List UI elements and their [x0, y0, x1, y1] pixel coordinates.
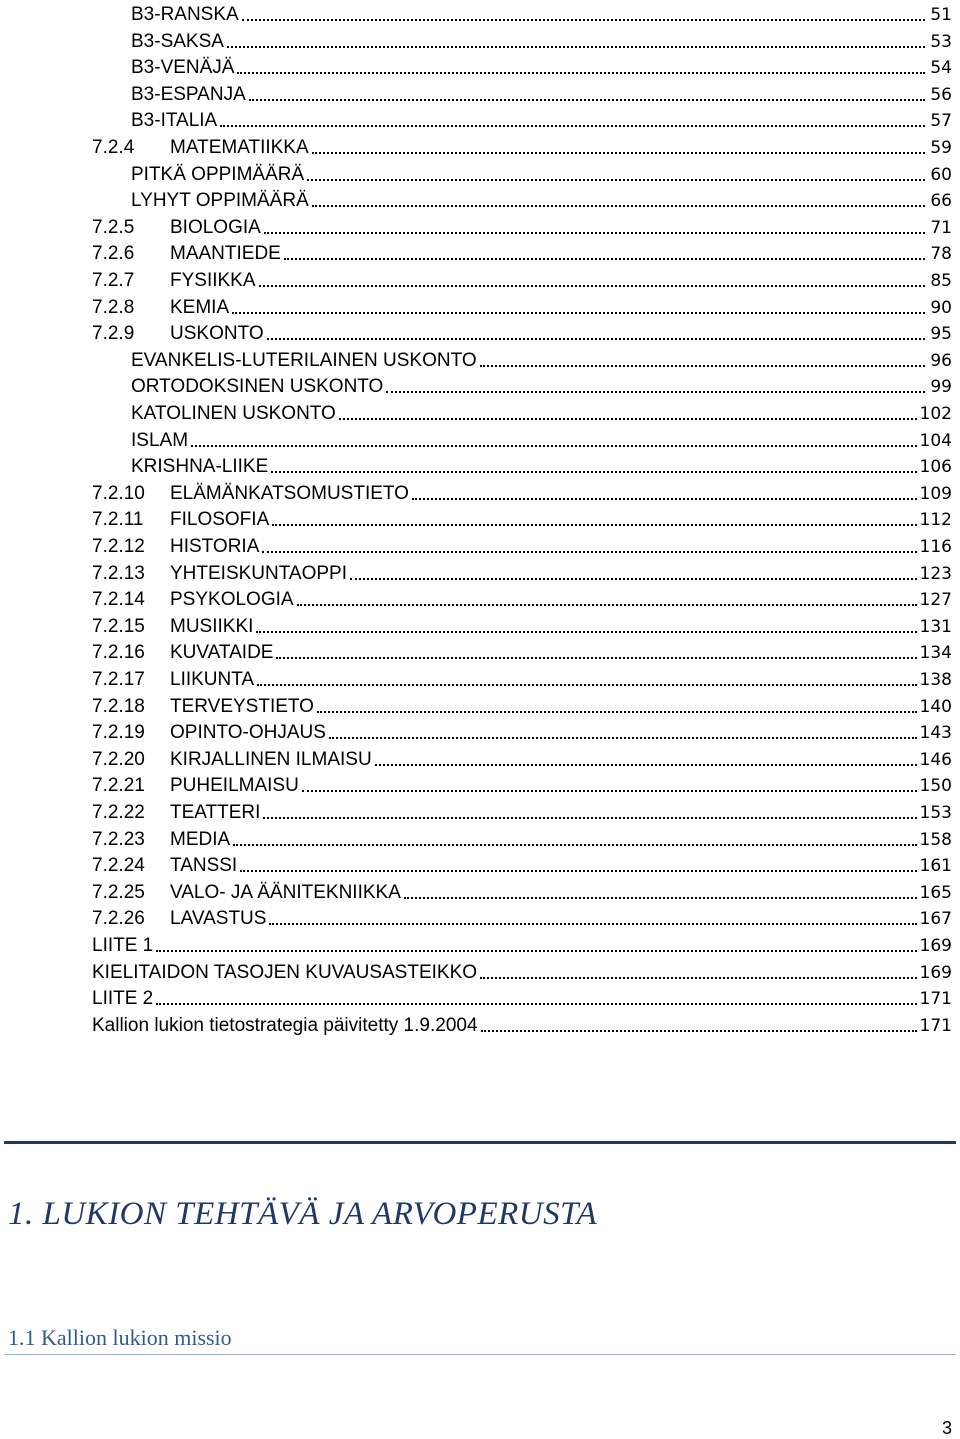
toc-entry-title: B3-ITALIA	[131, 110, 218, 132]
toc-entry-page: 116	[919, 537, 952, 557]
toc-entry[interactable]	[92, 638, 952, 664]
toc-entry-title: KUVATAIDE	[170, 642, 274, 664]
toc-dot-leader	[329, 737, 917, 739]
toc-dot-leader	[227, 46, 925, 48]
toc-entry[interactable]	[92, 505, 952, 531]
toc-entry[interactable]	[131, 399, 952, 425]
toc-entry-number: 7.2.13	[92, 562, 145, 584]
toc-entry[interactable]	[92, 479, 952, 505]
toc-entry[interactable]	[92, 319, 952, 345]
toc-entry-number: 7.2.14	[92, 589, 145, 611]
toc-entry[interactable]	[92, 266, 952, 292]
toc-entry[interactable]	[92, 878, 952, 904]
toc-entry-label	[92, 616, 253, 638]
toc-entry-page: 60	[930, 164, 952, 185]
toc-dot-leader	[237, 72, 925, 74]
toc-entry[interactable]	[131, 53, 952, 79]
toc-entry-label	[92, 589, 294, 611]
toc-entry-title: LAVASTUS	[170, 908, 267, 930]
toc-entry-label	[92, 669, 254, 691]
toc-entry-title: YHTEISKUNTAOPPI	[170, 562, 348, 584]
toc-entry-label	[92, 935, 153, 957]
toc-entry[interactable]	[131, 106, 952, 132]
toc-dot-leader	[317, 711, 917, 713]
toc-entry-title: KATOLINEN USKONTO	[131, 403, 336, 424]
toc-entry[interactable]	[131, 160, 952, 186]
toc-dot-leader	[263, 817, 916, 819]
toc-entry-page: 56	[930, 84, 952, 105]
toc-entry-label	[131, 31, 224, 53]
toc-entry-title: PUHEILMAISU	[170, 775, 299, 797]
toc-entry[interactable]	[92, 851, 952, 877]
toc-entry-page: 99	[930, 377, 952, 398]
toc-entry[interactable]	[92, 293, 952, 319]
toc-entry-label	[92, 563, 347, 585]
toc-entry-label	[92, 243, 281, 265]
toc-entry-label	[92, 297, 229, 319]
toc-entry-number: 7.2.7	[92, 270, 135, 291]
toc-entry[interactable]	[92, 585, 952, 611]
toc-entry-title: TERVEYSTIETO	[170, 695, 314, 717]
toc-entry-number: 7.2.24	[92, 855, 145, 877]
toc-entry-label	[92, 749, 372, 771]
toc-dot-leader	[412, 498, 917, 500]
toc-dot-leader	[284, 258, 925, 260]
toc-entry-page: 143	[919, 723, 952, 744]
toc-entry-label	[92, 642, 273, 664]
toc-entry-label	[131, 376, 383, 398]
toc-entry-title: MEDIA	[170, 828, 231, 850]
toc-entry[interactable]	[131, 346, 952, 372]
toc-entry-page: 53	[930, 31, 952, 52]
toc-entry[interactable]	[92, 718, 952, 744]
toc-entry[interactable]	[92, 692, 952, 718]
toc-dot-leader	[249, 99, 925, 101]
toc-entry-page: 109	[919, 483, 952, 504]
toc-entry-title: KIRJALLINEN ILMAISU	[170, 748, 372, 770]
toc-entry-page: 123	[919, 563, 952, 584]
toc-entry-page: 169	[919, 936, 952, 956]
toc-dot-leader	[259, 285, 925, 287]
toc-entry-page: 158	[919, 829, 952, 850]
toc-entry-title: KRISHNA-LIIKE	[131, 456, 269, 478]
toc-entry-page: 167	[919, 909, 952, 930]
toc-entry-page: 54	[930, 58, 952, 79]
toc-entry-title: B3-VENÄJÄ	[131, 57, 235, 79]
toc-entry[interactable]	[92, 958, 952, 984]
toc-entry[interactable]	[92, 745, 952, 771]
toc-entry-number: 7.2.22	[92, 802, 145, 823]
toc-dot-leader	[267, 338, 925, 340]
toc-dot-leader	[232, 312, 925, 314]
toc-entry-label	[92, 908, 266, 930]
toc-entry-page: 153	[919, 803, 952, 823]
toc-entry[interactable]	[131, 452, 952, 478]
toc-entry-number: 7.2.17	[92, 669, 145, 690]
toc-entry-page: 146	[919, 749, 952, 770]
toc-entry-label	[92, 1015, 478, 1037]
page-number: 3	[941, 1418, 952, 1438]
toc-entry[interactable]	[92, 931, 952, 957]
toc-entry-title: OPINTO-OHJAUS	[170, 722, 326, 744]
toc-entry[interactable]	[92, 213, 952, 239]
toc-entry-page: 51	[930, 5, 952, 25]
toc-entry[interactable]	[92, 532, 952, 558]
toc-dot-leader	[271, 471, 916, 473]
toc-entry-label	[92, 536, 259, 558]
toc-entry-page: 95	[930, 324, 952, 345]
toc-entry-label	[92, 829, 230, 851]
toc-entry-page: 112	[919, 510, 952, 531]
toc-dot-leader	[242, 19, 925, 21]
toc-entry-title: Kallion lukion tietostrategia päivitetty 1.9.2004	[92, 1014, 478, 1036]
toc-entry-title: FILOSOFIA	[170, 509, 270, 531]
toc-entry-title: LIIKUNTA	[170, 669, 255, 690]
toc-entry-title: HISTORIA	[170, 536, 260, 557]
toc-entry-number: 7.2.18	[92, 695, 145, 717]
toc-dot-leader	[240, 870, 916, 872]
toc-entry[interactable]	[131, 27, 952, 53]
toc-entry[interactable]	[92, 825, 952, 851]
toc-entry-label	[92, 696, 314, 718]
toc-entry-number: 7.2.19	[92, 722, 145, 744]
toc-entry-title: ISLAM	[131, 429, 189, 451]
toc-dot-leader	[191, 445, 917, 447]
toc-entry[interactable]	[92, 612, 952, 638]
toc-entry-label	[131, 350, 477, 372]
toc-entry-title: LYHYT OPPIMÄÄRÄ	[131, 190, 309, 212]
toc-entry-label	[92, 802, 260, 824]
toc-entry-number: 7.2.8	[92, 296, 135, 318]
toc-entry-label	[131, 164, 304, 186]
toc-entry-page: 131	[919, 616, 952, 637]
toc-entry-label	[131, 57, 234, 79]
toc-entry[interactable]	[92, 904, 952, 930]
toc-entry-page: 150	[919, 776, 952, 797]
toc-entry-page: 90	[930, 297, 952, 318]
toc-dot-leader	[220, 125, 925, 127]
toc-entry-title: KIELITAIDON TASOJEN KUVAUSASTEIKKO	[92, 961, 478, 983]
toc-entry[interactable]	[92, 559, 952, 585]
toc-dot-leader	[339, 418, 917, 420]
toc-entry-number: 7.2.11	[92, 509, 144, 531]
toc-entry-number: 7.2.16	[92, 642, 145, 664]
toc-entry-label	[131, 110, 217, 132]
chapter-heading: 1. LUKION TEHTÄVÄ JA ARVOPERUSTA	[8, 1196, 598, 1232]
toc-entry[interactable]	[92, 984, 952, 1010]
toc-entry-page: 71	[930, 217, 952, 238]
toc-entry-number: 7.2.23	[92, 828, 145, 850]
toc-dot-leader	[312, 152, 925, 154]
toc-entry-label	[131, 403, 336, 425]
toc-entry-number: 7.2.20	[92, 748, 145, 770]
toc-entry-number: 7.2.26	[92, 908, 145, 930]
toc-entry-title: B3-ESPANJA	[131, 83, 246, 105]
heading-top-rule	[4, 1141, 956, 1144]
toc-entry-title: TEATTERI	[170, 802, 261, 823]
toc-entry-label	[92, 137, 309, 159]
toc-entry-label	[92, 217, 261, 239]
toc-entry[interactable]	[92, 798, 952, 824]
toc-entry-label	[92, 962, 477, 984]
toc-entry-title: MAANTIEDE	[170, 243, 281, 265]
toc-entry-title: PITKÄ OPPIMÄÄRÄ	[131, 163, 305, 185]
toc-entry-page: 171	[919, 989, 952, 1010]
toc-entry-number: 7.2.4	[92, 137, 135, 158]
toc-entry[interactable]	[131, 372, 952, 398]
toc-entry-page: 161	[919, 856, 952, 877]
toc-dot-leader	[262, 551, 916, 553]
toc-entry-page: 102	[919, 404, 952, 424]
toc-entry[interactable]	[131, 0, 952, 26]
toc-entry-label	[92, 882, 401, 904]
toc-entry-number: 7.2.21	[92, 775, 145, 797]
toc-dot-leader	[386, 391, 925, 393]
toc-entry-page: 165	[919, 882, 952, 903]
toc-entry-label	[92, 509, 269, 531]
toc-entry-page: 171	[919, 1015, 952, 1036]
toc-entry-title: USKONTO	[170, 323, 264, 345]
toc-entry-page: 169	[919, 962, 952, 983]
toc-entry-title: FYSIIKKA	[170, 270, 256, 291]
toc-entry-label	[92, 722, 326, 744]
toc-entry-page: 104	[919, 430, 952, 451]
toc-entry-page: 140	[919, 696, 952, 717]
toc-entry[interactable]	[92, 133, 952, 159]
toc-entry[interactable]	[131, 80, 952, 106]
toc-entry-title: EVANKELIS-LUTERILAINEN USKONTO	[131, 349, 477, 371]
section-heading-rule	[4, 1354, 956, 1355]
toc-entry-title: KEMIA	[170, 296, 230, 318]
toc-entry-title: LIITE 2	[92, 988, 154, 1010]
toc-entry-page: 66	[930, 191, 952, 212]
toc-entry-title: PSYKOLOGIA	[170, 589, 294, 611]
section-heading: 1.1 Kallion lukion missio	[8, 1325, 232, 1350]
toc-entry[interactable]	[131, 426, 952, 452]
toc-entry-number: 7.2.9	[92, 323, 135, 345]
toc-entry-label	[131, 84, 246, 106]
toc-entry-page: 57	[930, 111, 952, 132]
toc-entry-page: 96	[930, 350, 952, 371]
toc-entry[interactable]	[92, 239, 952, 265]
toc-entry-page: 134	[919, 643, 952, 664]
toc-entry[interactable]	[92, 1011, 952, 1037]
toc-entry-title: VALO- JA ÄÄNITEKNIIKKA	[170, 881, 401, 903]
toc-entry-page: 59	[930, 138, 952, 158]
toc-dot-leader	[480, 365, 925, 367]
toc-dot-leader	[276, 657, 916, 659]
toc-entry[interactable]	[131, 186, 952, 212]
toc-entry-label	[131, 456, 268, 478]
toc-entry-number: 7.2.25	[92, 881, 145, 903]
toc-dot-leader	[156, 1003, 916, 1005]
toc-entry-label	[92, 855, 237, 877]
toc-entry-number: 7.2.6	[92, 243, 135, 265]
toc-dot-leader	[404, 897, 917, 899]
toc-entry-number: 7.2.12	[92, 536, 145, 557]
toc-entry-label	[92, 270, 256, 292]
toc-dot-leader	[256, 631, 916, 633]
toc-dot-leader	[269, 923, 916, 925]
toc-entry-title: LIITE 1	[92, 935, 154, 956]
toc-dot-leader	[233, 844, 916, 846]
toc-dot-leader	[350, 578, 917, 580]
toc-dot-leader	[264, 232, 925, 234]
toc-dot-leader	[375, 764, 917, 766]
toc-entry-label	[131, 190, 309, 212]
toc-entry-number: 7.2.10	[92, 482, 145, 504]
toc-entry-page: 138	[919, 670, 952, 690]
toc-entry-title: BIOLOGIA	[170, 216, 261, 238]
toc-entry-label	[92, 775, 299, 797]
toc-entry-page: 127	[919, 590, 952, 611]
toc-dot-leader	[480, 977, 917, 979]
toc-dot-leader	[312, 205, 925, 207]
toc-entry-title: ELÄMÄNKATSOMUSTIETO	[170, 482, 409, 504]
toc-entry-title: ORTODOKSINEN USKONTO	[131, 376, 384, 398]
toc-entry-label	[92, 988, 153, 1010]
toc-dot-leader	[481, 1030, 917, 1032]
toc-entry-label	[92, 483, 409, 505]
toc-entry-page: 106	[919, 457, 952, 478]
toc-entry-title: MUSIIKKI	[170, 615, 254, 637]
toc-entry-page: 78	[930, 244, 952, 265]
toc-entry[interactable]	[92, 665, 952, 691]
toc-entry-title: B3-SAKSA	[131, 30, 224, 52]
toc-entry-number: 7.2.5	[92, 216, 135, 238]
toc-entry-page: 85	[930, 271, 952, 291]
toc-entry[interactable]	[92, 771, 952, 797]
toc-entry-number: 7.2.15	[92, 615, 145, 637]
toc-entry-label	[131, 4, 239, 26]
toc-dot-leader	[297, 604, 917, 606]
toc-dot-leader	[272, 524, 916, 526]
toc-dot-leader	[307, 179, 925, 181]
toc-entry-label	[131, 430, 188, 452]
toc-dot-leader	[257, 684, 916, 686]
toc-dot-leader	[156, 950, 916, 952]
toc-entry-title: B3-RANSKA	[131, 4, 239, 25]
toc-dot-leader	[302, 790, 917, 792]
toc-entry-title: TANSSI	[170, 855, 238, 877]
toc-entry-title: MATEMATIIKKA	[170, 137, 309, 158]
toc-entry-label	[92, 323, 264, 345]
